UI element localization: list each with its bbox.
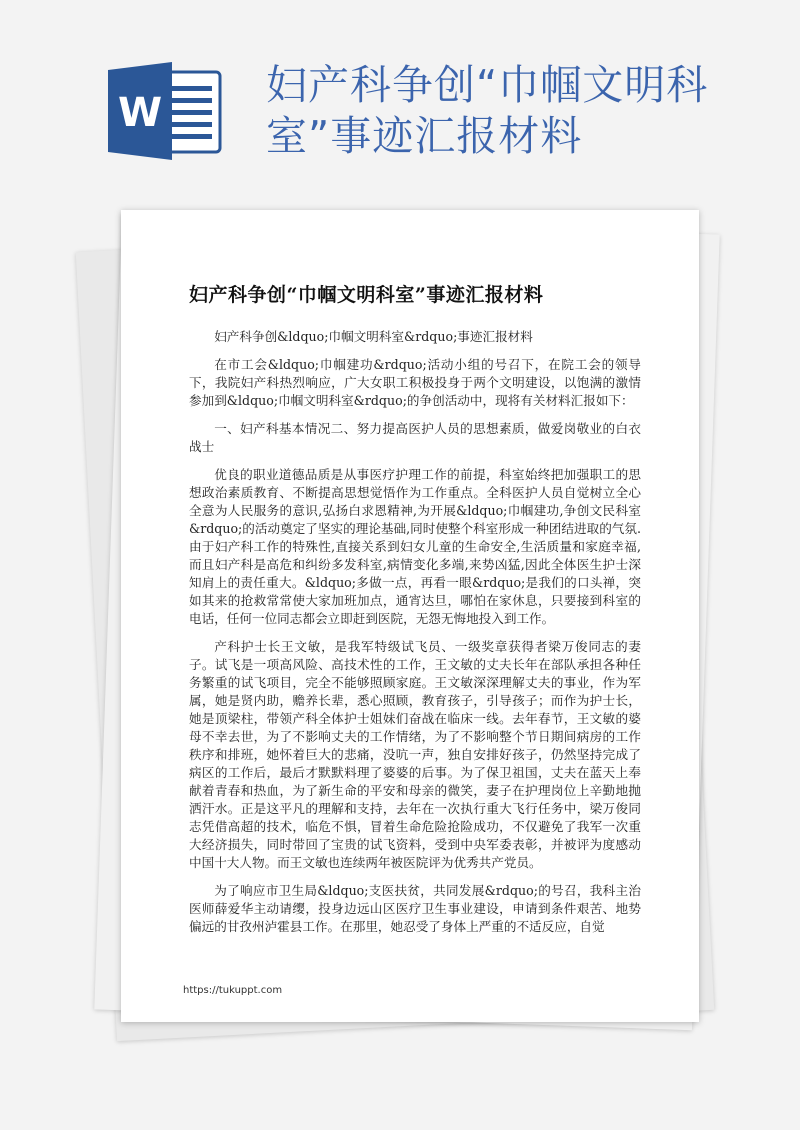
document-page [121,210,699,1022]
paragraph: 一、妇产科基本情况二、努力提高医护人员的思想素质，做爱岗敬业的白衣战士 [189,421,641,454]
footer-url: https://tukuppt.com [183,985,283,996]
paragraph: 产科护士长王文敏，是我军特级试飞员、一级奖章获得者梁万俊同志的妻子。试飞是一项高风险、高技术性的工作，王文敏的丈夫长年在部队承担各种任务繁重的试飞项目，完全不能够照顾家庭。王文敏深深理解丈夫的事业，作为军属，她是贤内助，赡养长辈，悉心照顾，教育孩子，引导孩子；而作为护士长，她是顶梁柱，带领产科全体护士姐妹们奋战在临床一线。去年春节，王文敏的婆母不幸去世，为了不影响丈夫的工作情绪，为了不影响整个节日期间病房的工作秩序和排班，她怀着巨大的悲痛，没吭一声，独自安排好孩子，仍然坚持完成了病区的工作后，最后才默默料理了婆婆的后事。为了保卫祖国，丈夫在蓝天上奉献着青春和热血，为了新生命的平安和母亲的微笑，妻子在护理岗位上辛勤地抛洒汗水。正是这平凡的理解和支持，去年在一次执行重大飞行任务中，梁万俊同志凭借高超的技术，临危不惧，冒着生命危险抢险成功，不仅避免了我军一次重大经济损失，同时带回了宝贵的试飞资料，受到中央军委表彰，并被评为度感动中国十大人物。而王文敏也连续两年被医院评为优秀共产党员。 [189,639,641,870]
header [0,0,800,200]
paragraph: 优良的职业道德品质是从事医疗护理工作的前提，科室始终把加强职工的思想政治素质教育、不断提高思想觉悟作为工作重点。全科医护人员自觉树立全心全意为人民服务的意识,弘扬白求恩精神,为开展&ldquo;巾帼建功,争创文民科室&rdquo;的活动奠定了坚实的理论基础,同时使整个科室形成一种团结进取的气氛.由于妇产科工作的特殊性,直接关系到妇女儿童的生命安全,生活质量和家庭幸福,而且妇产科是高危和纠纷多发科室,病情变化多端,来势凶猛,因此全体医生护士深知肩上的责任重大。&ldquo;多做一点，再看一眼&rdquo;是我们的口头禅，突如其来的抢救常常使大家加班加点，通宵达旦，哪怕在家休息，只要接到科室的电话，任何一位同志都会立即赶到医院，无怨无悔地投入到工作。 [189,467,641,626]
document-body [189,328,641,946]
svg-text:W: W [117,90,163,136]
document-title: 妇产科争创“巾帼文明科室”事迹汇报材料 [189,284,544,306]
paragraph: 在市工会&ldquo;巾帼建功&rdquo;活动小组的号召下，在院工会的领导下，我院妇产科热烈响应，广大女职工积极投身于两个文明建设，以饱满的激情参加到&ldquo;巾帼文明科室&rdquo;的争创活动中，现将有关材料汇报如下： [189,357,641,408]
header-title: 妇产科争创“巾帼文明科室”事迹汇报材料 [266,61,709,160]
paragraph: 妇产科争创&ldquo;巾帼文明科室&rdquo;事迹汇报材料 [214,329,533,344]
paragraph: 为了响应市卫生局&ldquo;支医扶贫，共同发展&rdquo;的号召，我科主治医师薛爱华主动请缨，投身边远山区医疗卫生事业建设，申请到条件艰苦、地势偏远的甘孜州泸霍县工作。在那里，她忍受了身体上严重的不适反应，自觉 [189,883,641,934]
word-icon [106,62,224,160]
